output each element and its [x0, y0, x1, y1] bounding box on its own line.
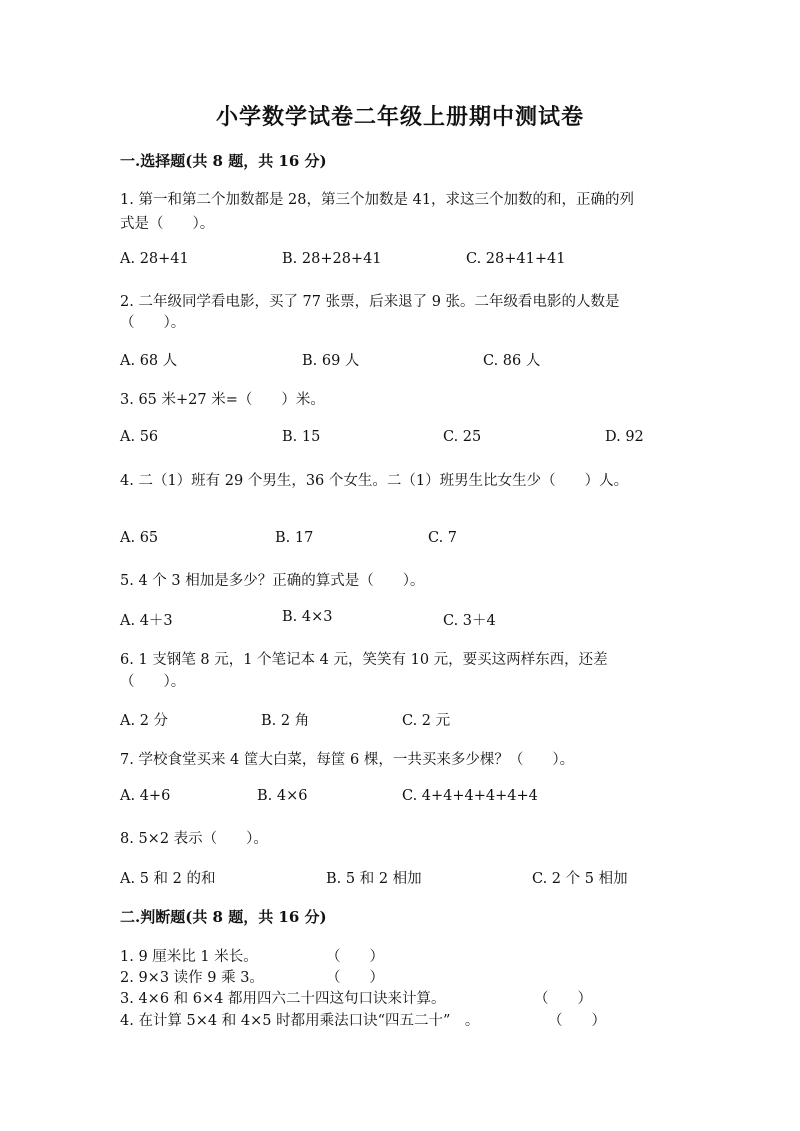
- question-6-option-a[interactable]: A. 2 分: [120, 713, 169, 729]
- question-2-option-b[interactable]: B. 69 人: [302, 353, 360, 369]
- question-5-option-a[interactable]: A. 4＋3: [120, 613, 173, 629]
- judge-4-text: 4. 在计算 5×4 和 4×5 时都用乘法口诀“四五二十” 。: [120, 1013, 480, 1029]
- question-8-option-a[interactable]: A. 5 和 2 的和: [120, 871, 216, 887]
- question-1-option-a[interactable]: A. 28+41: [120, 251, 189, 267]
- section1-heading: 一.选择题(共 8 题，共 16 分): [120, 152, 327, 170]
- question-7-option-b[interactable]: B. 4×6: [257, 788, 308, 804]
- question-2-option-a[interactable]: A. 68 人: [120, 353, 178, 369]
- question-1-option-b[interactable]: B. 28+28+41: [282, 251, 382, 267]
- question-4-line-1: 4. 二（1）班有 29 个男生，36 个女生。二（1）班男生比女生少（ ）人。: [120, 473, 629, 489]
- question-4-option-a[interactable]: A. 65: [120, 530, 159, 546]
- question-6-line-1: 6. 1 支钢笔 8 元，1 个笔记本 4 元，笑笑有 10 元，要买这两样东西，还差: [120, 652, 608, 668]
- question-1-line-2: 式是（ ）。: [120, 216, 215, 232]
- judge-1-text: 1. 9 厘米比 1 米长。: [120, 949, 258, 965]
- question-3-option-d[interactable]: D. 92: [605, 429, 644, 445]
- question-6-option-b[interactable]: B. 2 角: [261, 713, 310, 729]
- judge-2-blank[interactable]: （ ）: [326, 970, 384, 986]
- question-2-line-1: 2. 二年级同学看电影，买了 77 张票，后来退了 9 张。二年级看电影的人数是: [120, 294, 620, 310]
- question-3-option-b[interactable]: B. 15: [282, 429, 321, 445]
- section2-heading: 二.判断题(共 8 题，共 16 分): [120, 908, 327, 926]
- judge-3-text: 3. 4×6 和 6×4 都用四六二十四这句口诀来计算。: [120, 991, 446, 1007]
- question-8-option-c[interactable]: C. 2 个 5 相加: [532, 871, 628, 887]
- question-2-option-c[interactable]: C. 86 人: [483, 353, 541, 369]
- question-4-option-c[interactable]: C. 7: [428, 530, 458, 546]
- question-5-option-c[interactable]: C. 3＋4: [443, 613, 496, 629]
- question-1-line-1: 1. 第一和第二个加数都是 28，第三个加数是 41，求这三个加数的和，正确的列: [120, 192, 635, 208]
- question-6-option-c[interactable]: C. 2 元: [402, 713, 451, 729]
- question-7-option-a[interactable]: A. 4+6: [120, 788, 171, 804]
- question-5-line-1: 5. 4 个 3 相加是多少？正确的算式是（ ）。: [120, 573, 425, 589]
- judge-1-blank[interactable]: （ ）: [326, 949, 384, 965]
- question-1-option-c[interactable]: C. 28+41+41: [466, 251, 566, 267]
- question-8-line-1: 8. 5×2 表示（ ）。: [120, 831, 268, 847]
- question-8-option-b[interactable]: B. 5 和 2 相加: [326, 871, 422, 887]
- question-3-option-a[interactable]: A. 56: [120, 429, 159, 445]
- question-7-line-1: 7. 学校食堂买来 4 筐大白菜，每筐 6 棵，一共买来多少棵？（ ）。: [120, 752, 575, 768]
- question-6-line-2: （ ）。: [120, 674, 186, 690]
- question-2-line-2: （ ）。: [120, 315, 186, 331]
- question-7-option-c[interactable]: C. 4+4+4+4+4+4: [402, 788, 538, 804]
- question-5-option-b[interactable]: B. 4×3: [282, 609, 333, 625]
- judge-2-text: 2. 9×3 读作 9 乘 3。: [120, 970, 264, 986]
- question-4-option-b[interactable]: B. 17: [275, 530, 314, 546]
- question-3-option-c[interactable]: C. 25: [443, 429, 482, 445]
- judge-4-blank[interactable]: （ ）: [548, 1013, 606, 1029]
- page-title: 小学数学试卷二年级上册期中测试卷: [215, 104, 584, 130]
- question-3-line-1: 3. 65 米+27 米=（ ）米。: [120, 392, 325, 408]
- judge-3-blank[interactable]: （ ）: [534, 991, 592, 1007]
